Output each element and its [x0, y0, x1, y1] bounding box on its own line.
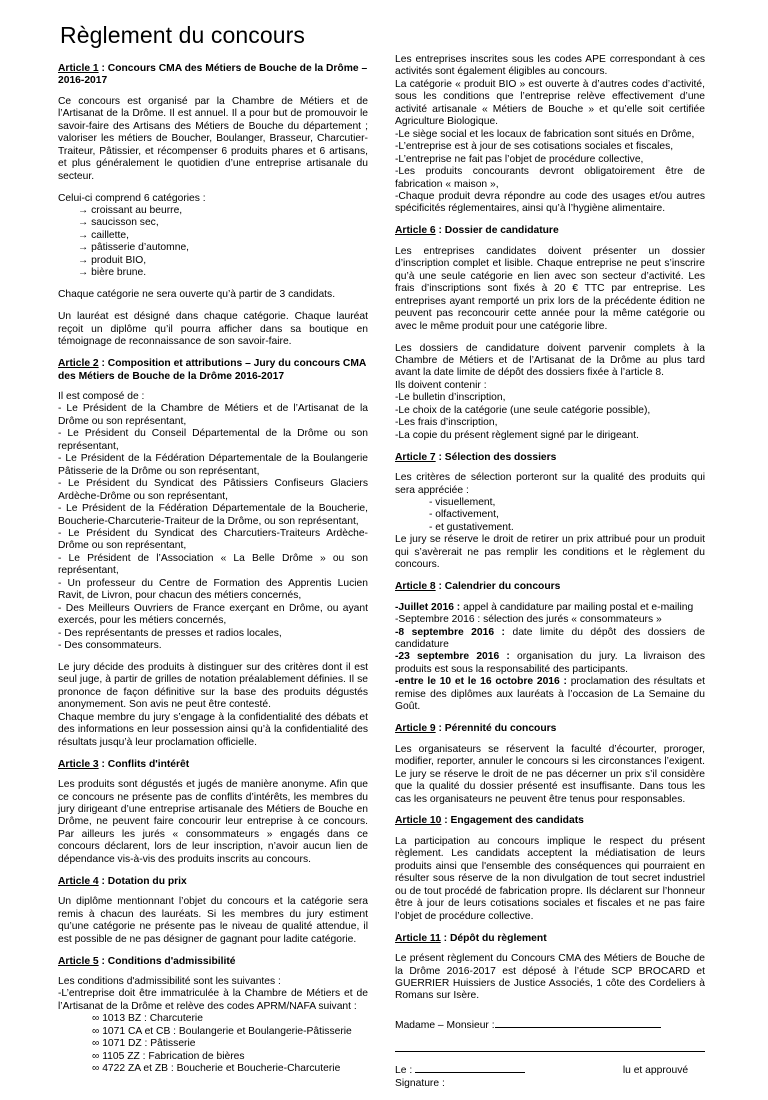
- calendar-item: -8 septembre 2016 : date limite du dépôt des dossiers de candidature: [395, 626, 705, 651]
- category-item: → pâtisserie d’automne,: [78, 242, 190, 254]
- calendar-list: [395, 602, 705, 714]
- article-6-paragraph: Les dossiers de candidature doivent parvenir complets à la Chambre de Métiers et de l’Artisanat de la Drôme au plus tard avant la date limite de dépôt des dossiers fixée à l’article 8. Ils doivent contenir : -Le bulletin d’inscription, -Le choix de la catégorie (une seule catégorie possible), -Les frais d’inscription, -La copie du présent règlement signé par le dirigeant.: [395, 342, 705, 441]
- article-1-paragraph: Chaque catégorie ne sera ouverte qu’à partir de 3 candidats.: [58, 289, 336, 301]
- jury-member: - Le Président de la Fédération Départementale de la Boulangerie Pâtisserie de la Drôme ou son représentant,: [58, 453, 368, 477]
- jury-member: - Le Président du Syndicat des Charcutiers-Traiteurs Ardèche-Drôme ou son représentant,: [58, 527, 368, 552]
- category-item: → produit BIO,: [78, 254, 147, 266]
- dossier-item: -Les frais d’inscription,: [395, 417, 498, 429]
- category-list-intro: Celui-ci comprend 6 catégories :: [58, 192, 206, 204]
- code-item: ∞ 4722 ZA et ZB : Boucherie et Boucherie-Charcuterie: [92, 1063, 341, 1075]
- jury-list-intro: Il est composé de :: [58, 390, 145, 402]
- right-column: [395, 54, 705, 1100]
- jury-member: - Un professeur du Centre de Formation des Apprentis Lucien Ravit, de Livron, pour chacun des métiers concernés,: [58, 577, 368, 602]
- article-3-paragraph: Les produits sont dégustés et jugés de manière anonyme. Afin que ce concours ne présente pas de conflits d’intérêts, les membres du jury dirigeant d’une entreprise artisanale des Métiers de Bouche en Drôme, ne peuvent faire concourir leur entreprise à ce concours. Par ailleurs les jurés « consommateurs » engagés dans ce concours déclarent, lors de leur inscription, n’avoir aucun lien de dépendance vis-à-vis des produits inscrits au concours.: [58, 779, 368, 865]
- dossier-item: -Le bulletin d’inscription,: [395, 392, 506, 404]
- blank-line[interactable]: [395, 1050, 705, 1052]
- name-label: Madame – Monsieur :: [395, 1019, 495, 1031]
- category-item: → saucisson sec,: [78, 217, 159, 229]
- article-9-paragraph: Les organisateurs se réservent la faculté d’écourter, proroger, modifier, reporter, annuler le concours si les circonstances l’exigent. Le jury se réserve le droit de ne pas décerner un prix s’il considère que la qualité du dossier présenté est insuffisante. Dans tous les cas les organisateurs ne peuvent être tenus pour responsables.: [395, 743, 705, 805]
- calendar-item: -Juillet 2016 : appel à candidature par mailing postal et e-mailing: [395, 601, 694, 613]
- article-10-heading: Article 10 : Engagement des candidats: [395, 815, 584, 827]
- article-10-paragraph: La participation au concours implique le respect du présent règlement. Les candidats acceptent la médiatisation de leurs produits ainsi que l'ensemble des conséquences qui pourraient en résulter sous réserve de la non divulgation de tout secret industriel ou de tout procédé de fabrication propre. Ils déclarent sur l’honneur être à jour de leurs cotisations sociales et fiscales et ne pas faire l’objet de procédure collective.: [395, 835, 705, 922]
- jury-member-list: [58, 391, 368, 653]
- calendar-item: -23 septembre 2016 : organisation du jury. La livraison des produits est sous la responsabilité des participants.: [395, 651, 705, 675]
- jury-member: - Le Président de la Fédération Départementale de la Boucherie, Boucherie-Charcuterie-Traiteur de la Drôme, ou son représentant,: [58, 503, 368, 527]
- name-field[interactable]: [495, 1017, 661, 1028]
- criterion-item: - olfactivement,: [429, 509, 499, 521]
- jury-member: - Le Président de l’Association « La Belle Drôme » ou son représentant,: [58, 552, 368, 577]
- article-5-heading: Article 5 : Conditions d'admissibilité: [58, 955, 236, 967]
- left-column: [58, 54, 368, 1085]
- jury-member: - Le Président du Syndicat des Pâtissiers Confiseurs Glaciers Ardèche-Drôme ou son représentant,: [58, 478, 368, 502]
- article-3-heading: Article 3 : Conflits d'intérêt: [58, 758, 190, 770]
- article-11-heading: Article 11 : Dépôt du règlement: [395, 932, 547, 944]
- calendar-item: -entre le 10 et le 16 octobre 2016 : proclamation des résultats et remise des diplômes aux lauréats à l’occasion de La Semaine du Goût.: [395, 676, 706, 713]
- article-5-continuation: Les entreprises inscrites sous les codes APE correspondant à ces activités sont également éligibles au concours. La catégorie « produit BIO » est ouverte à d’autres codes d’activité, sous les conditions que l’entreprise relève effectivement d’une activité artisanale « Métiers de Bouche » et qu’elle soit certifiée Agriculture Biologique. -Le siège social et les locaux de fabrication sont situés en Drôme, -L’entreprise est à jour de ses cotisations sociales et fiscales, -L’entreprise ne fait pas l’objet de procédure collective, -Les produits concourants devront obligatoirement être de fabrication « maison », -Chaque produit devra répondre au code des usages et/ou autres spécificités réglementaires, ainsi qu’à l’hygiène alimentaire.: [395, 54, 705, 215]
- article-6-heading: Article 6 : Dossier de candidature: [395, 225, 559, 237]
- signature-date-row: [395, 1062, 705, 1077]
- code-item: ∞ 1071 CA et CB : Boulangerie et Boulangerie-Pâtisserie: [92, 1025, 352, 1037]
- dossier-item: -Le choix de la catégorie (une seule catégorie possible),: [395, 404, 651, 416]
- article-7-heading: Article 7 : Sélection des dossiers: [395, 451, 557, 463]
- article-4-heading: Article 4 : Dotation du prix: [58, 875, 187, 887]
- article-2-paragraph: Le jury décide des produits à distinguer sur des critères dont il est seul juge, à partir de grilles de notation préalablement définies. Il se prononce de façon définitive sur la base des produits dégustés anonymement. Son avis ne peut être contesté. Chaque membre du jury s’engage à la confidentialité des débats et des informations en leur possession ainsi qu’à la confidentialité des résultats jusqu’à leur proclamation officielle.: [58, 661, 368, 748]
- category-list: [58, 193, 368, 280]
- calendar-item: -Septembre 2016 : sélection des jurés « consommateurs »: [395, 614, 662, 626]
- article-7-paragraph: Les critères de sélection porteront sur la qualité des produits qui sera appréciée : - visuellement, - olfactivement, - et gustativement. Le jury se réserve le droit de retirer un prix attribué pour un produit qui s’avèrerait ne pas remplir les conditions et le règlement du concours.: [395, 472, 705, 571]
- article-1-paragraph: Ce concours est organisé par la Chambre de Métiers et de l’Artisanat de la Drôme. Il est annuel. Il a pour but de promouvoir le savoir-faire des Artisans des Métiers de Bouche du département ; valoriser les métiers de Boucher, Boulanger, Brasseur, Charcutier-Traiteur, Pâtissier, et récompenser 6 produits phares et 6 artisans, et plus généralement le quotidien d’une entreprise artisanale du secteur.: [58, 95, 368, 182]
- article-2-heading: Article 2 : Composition et attributions – Jury du concours CMA des Métiers de Bouche de la Drôme 2016-2017: [58, 358, 366, 382]
- page-title: Règlement du concours: [60, 22, 306, 48]
- dossier-item: -La copie du présent règlement signé par le dirigeant.: [395, 429, 639, 441]
- article-8-heading: Article 8 : Calendrier du concours: [395, 581, 561, 593]
- signature-label: Signature :: [395, 1078, 445, 1090]
- jury-member: - Le Président du Conseil Départemental de la Drôme ou son représentant,: [58, 428, 368, 452]
- signature-name-row: [395, 1017, 705, 1032]
- article-5-paragraph: Les conditions d'admissibilité sont les suivantes : -L’entreprise doit être immatriculée à la Chambre de Métiers et de l’Artisanat de la Drôme et relève des codes APRM/NAFA suivant : ∞ 1013 BZ : Charcuterie ∞ 1071 CA et CB : Boulangerie et Boulangerie-Pâtisserie ∞ 1071 DZ : Pâtisserie ∞ 1105 ZZ : Fabrication de bières ∞ 4722 ZA et ZB : Boucherie et Boucherie-Charcuterie: [58, 976, 368, 1075]
- article-1-heading: Article 1 : Concours CMA des Métiers de Bouche de la Drôme – 2016-2017: [58, 63, 368, 87]
- jury-member: - Le Président de la Chambre de Métiers et de l’Artisanat de la Drôme ou son représentant,: [58, 403, 368, 427]
- article-4-paragraph: Un diplôme mentionnant l’objet du concours et la catégorie sera remis à chacun des lauréats. Si les membres du jury estiment qu’une catégorie ne présente pas le niveau de qualité attendue, il est possible de ne pas désigner de gagnant pour ladite catégorie.: [58, 896, 368, 945]
- category-item: → caillette,: [78, 229, 129, 241]
- code-item: ∞ 1105 ZZ : Fabrication de bières: [92, 1050, 245, 1062]
- jury-member: - Des Meilleurs Ouvriers de France exerçant en Drôme, ou ayant exercés, pour les métiers concernés,: [58, 602, 368, 627]
- article-9-heading: Article 9 : Pérennité du concours: [395, 723, 557, 735]
- category-item: → bière brune.: [78, 267, 147, 279]
- jury-member: - Des représentants de presses et radios locales,: [58, 627, 282, 639]
- criterion-item: - et gustativement.: [429, 521, 514, 533]
- article-11-paragraph: Le présent règlement du Concours CMA des Métiers de Bouche de la Drôme 2016-2017 est déposé à l’étude SCP BROCARD et GUERRIER Huissiers de Justice Associés, 1 côte des Cordeliers à Romans sur Isère.: [395, 953, 705, 1002]
- date-label: Le :: [395, 1065, 413, 1077]
- article-6-paragraph: Les entreprises candidates doivent présenter un dossier d’inscription complet et lisible. Chaque entreprise ne peut s’inscrire qu’à une seule catégorie en lien avec son secteur d’activité. Les frais d’inscriptions sont fixés à 20 € TTC par entreprise. Les entreprises ayant remporté un prix lors de la précédente édition ne peuvent pas reconcourir cette année pour la même catégorie ou avec le même produit pour une catégorie libre.: [395, 245, 705, 332]
- criterion-item: - visuellement,: [429, 497, 496, 508]
- approved-text: lu et approuvé: [622, 1065, 689, 1077]
- date-field[interactable]: [415, 1062, 525, 1073]
- code-item: ∞ 1013 BZ : Charcuterie: [92, 1013, 203, 1025]
- code-item: ∞ 1071 DZ : Pâtisserie: [92, 1038, 196, 1050]
- category-item: → croissant au beurre,: [78, 205, 183, 217]
- article-1-paragraph: Un lauréat est désigné dans chaque catégorie. Chaque lauréat reçoit un diplôme qu’il pourra afficher dans sa boutique en témoignage de reconnaissance de son savoir-faire.: [58, 311, 368, 348]
- jury-member: - Des consommateurs.: [58, 640, 162, 652]
